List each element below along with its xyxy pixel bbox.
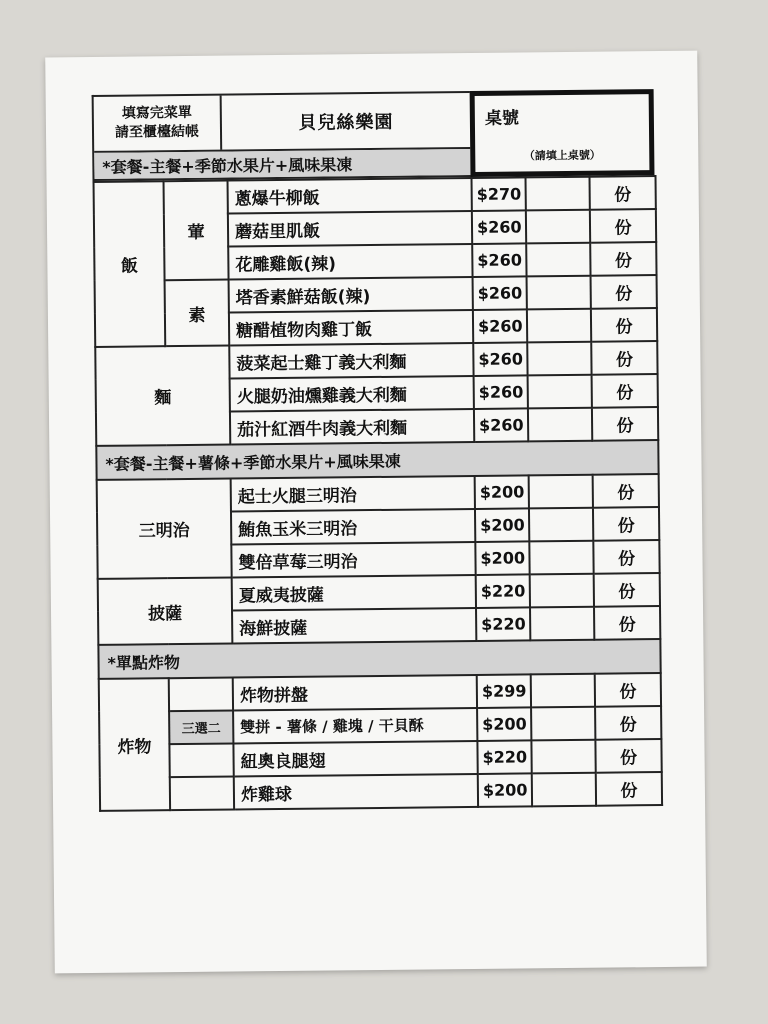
quantity-field[interactable]	[529, 541, 593, 575]
choose-two-label: 三選二	[169, 711, 233, 745]
table-number-box[interactable]	[470, 89, 655, 177]
quantity-field[interactable]	[530, 574, 594, 608]
category-fried: 炸物	[99, 678, 170, 811]
table-row	[100, 772, 662, 811]
item-name: 茄汁紅酒牛肉義大利麵	[230, 409, 474, 445]
category-pasta: 麵	[95, 346, 230, 446]
quantity-field[interactable]	[529, 508, 593, 542]
unit-label: 份	[595, 673, 661, 707]
order-sheet	[92, 89, 661, 812]
item-name: 海鮮披薩	[232, 608, 476, 644]
unit-label: 份	[596, 772, 662, 806]
quantity-field[interactable]	[531, 707, 595, 741]
unit-label: 份	[590, 209, 656, 243]
checkout-note-line1: 填寫完菜單	[121, 104, 192, 122]
item-name: 夏威夷披薩	[232, 575, 476, 611]
item-name: 雙倍草莓三明治	[231, 542, 475, 578]
quantity-field[interactable]	[530, 607, 594, 641]
quantity-field[interactable]	[531, 740, 595, 774]
item-name: 紐奧良腿翅	[233, 741, 477, 777]
unit-label: 份	[591, 308, 657, 342]
unit-label: 份	[590, 176, 656, 210]
header-top-row	[94, 93, 471, 153]
unit-label: 份	[592, 407, 658, 441]
item-price: $220	[476, 607, 530, 641]
unit-label: 份	[592, 374, 658, 408]
store-name: 貝兒絲樂園	[298, 111, 394, 134]
subcategory-veg: 素	[165, 280, 230, 347]
unit-label: 份	[595, 706, 661, 740]
item-name: 蘑菇里肌飯	[228, 211, 472, 247]
menu-paper	[45, 51, 707, 974]
item-price: $220	[476, 574, 530, 608]
checkout-note-line2: 請至櫃檯結帳	[114, 123, 200, 141]
quantity-field[interactable]	[529, 475, 593, 509]
section-header-fried: *單點炸物	[98, 639, 660, 679]
unit-label: 份	[593, 540, 659, 574]
item-price: $260	[472, 210, 526, 244]
category-rice: 飯	[94, 181, 166, 347]
empty-cell	[169, 678, 233, 712]
quantity-field[interactable]	[527, 342, 591, 376]
item-price: $260	[473, 276, 527, 310]
item-price: $220	[477, 740, 531, 774]
item-price: $270	[472, 177, 526, 211]
unit-label: 份	[594, 573, 660, 607]
quantity-field[interactable]	[527, 276, 591, 310]
item-name: 火腿奶油燻雞義大利麵	[230, 376, 474, 412]
section-header-sandwich-set: *套餐-主餐+薯條+季節水果片+風味果凍	[96, 440, 658, 480]
item-name: 蔥爆牛柳飯	[228, 178, 472, 214]
item-name: 炸雞球	[234, 774, 478, 810]
quantity-field[interactable]	[531, 674, 595, 708]
item-name: 花雕雞飯(辣)	[228, 244, 472, 280]
header-left	[92, 91, 471, 181]
unit-label: 份	[593, 474, 659, 508]
empty-cell	[169, 744, 233, 778]
quantity-field[interactable]	[526, 177, 590, 211]
item-price: $200	[478, 773, 532, 807]
item-price: $260	[473, 342, 527, 376]
item-name: 鮪魚玉米三明治	[231, 509, 475, 545]
empty-cell	[170, 777, 234, 811]
quantity-field[interactable]	[527, 309, 591, 343]
quantity-field[interactable]	[532, 773, 596, 807]
unit-label: 份	[590, 242, 656, 276]
quantity-field[interactable]	[526, 243, 590, 277]
category-pizza: 披薩	[98, 578, 233, 645]
item-price: $200	[475, 508, 529, 542]
checkout-note	[94, 96, 223, 151]
item-name: 菠菜起士雞丁義大利麵	[229, 343, 473, 379]
quantity-field[interactable]	[526, 210, 590, 244]
item-price: $260	[472, 243, 526, 277]
table-number-label: 桌號	[484, 108, 519, 129]
unit-label: 份	[591, 275, 657, 309]
section-header-set-meal: *套餐-主餐+季節水果片+風味果凍	[94, 149, 470, 179]
table-number-hint: （請填上桌號）	[523, 148, 601, 163]
menu-table	[93, 175, 664, 812]
unit-label: 份	[591, 341, 657, 375]
subcategory-meat: 葷	[164, 181, 229, 281]
item-name: 雙拼 - 薯條 / 雞塊 / 干貝酥	[233, 708, 477, 744]
sheet-header	[92, 89, 655, 181]
category-sandwich: 三明治	[97, 479, 232, 579]
item-price: $200	[475, 475, 529, 509]
item-name: 起士火腿三明治	[231, 476, 475, 512]
unit-label: 份	[594, 606, 660, 640]
item-price: $299	[477, 674, 531, 708]
item-price: $260	[473, 309, 527, 343]
item-price: $200	[477, 707, 531, 741]
unit-label: 份	[593, 507, 659, 541]
item-name: 炸物拼盤	[233, 675, 477, 711]
unit-label: 份	[595, 739, 661, 773]
item-name: 糖醋植物肉雞丁飯	[229, 310, 473, 346]
item-price: $260	[474, 408, 528, 442]
quantity-field[interactable]	[528, 375, 592, 409]
item-price: $200	[475, 541, 529, 575]
item-name: 塔香素鮮菇飯(辣)	[229, 277, 473, 313]
quantity-field[interactable]	[528, 408, 592, 442]
item-price: $260	[474, 375, 528, 409]
